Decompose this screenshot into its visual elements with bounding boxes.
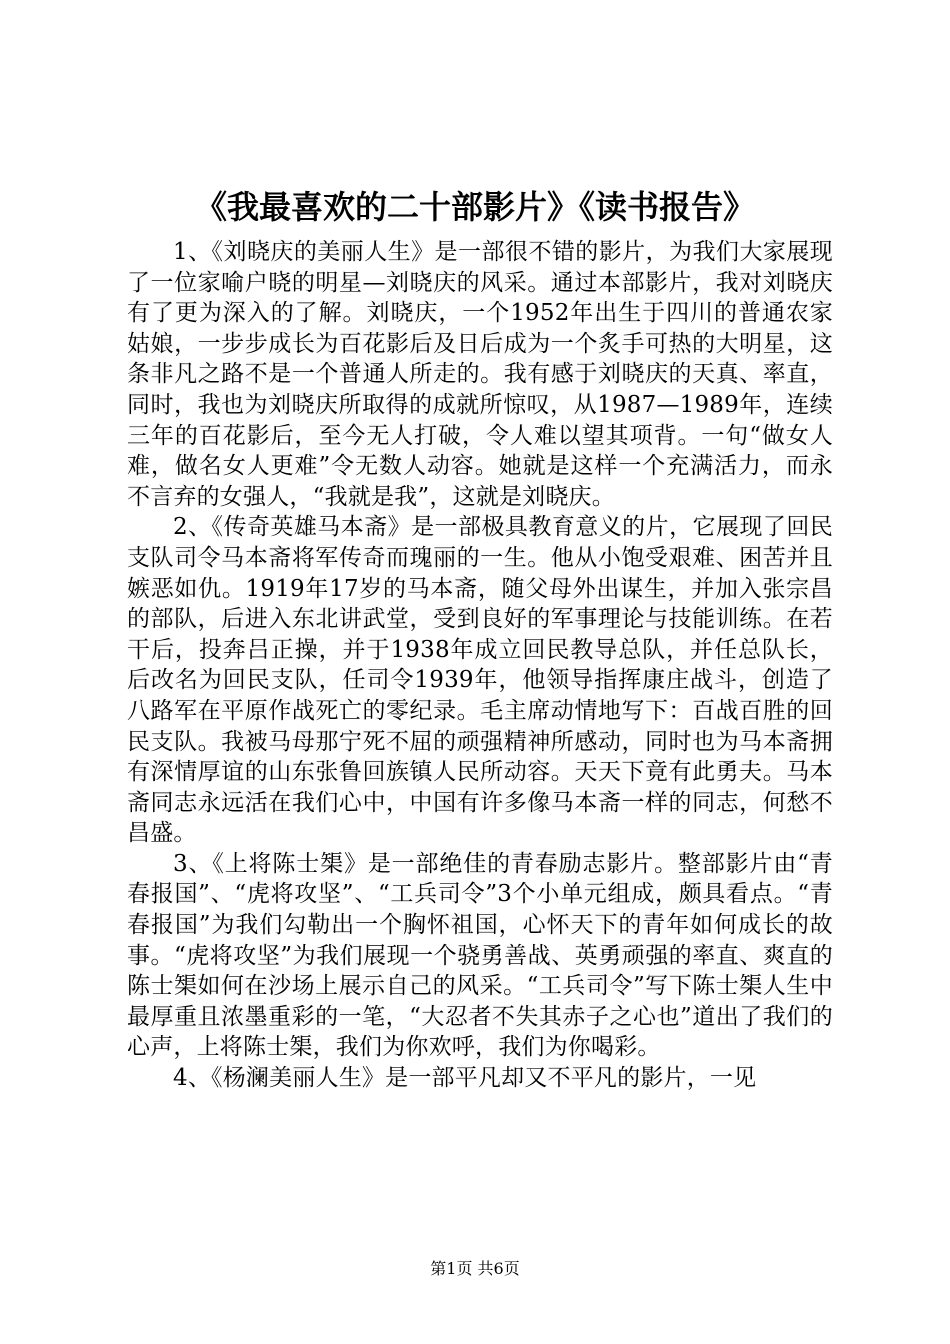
- document-body: [127, 237, 833, 1094]
- paragraph-2: 2、《传奇英雄马本斋》是一部极具教育意义的片，它展现了回民支队司令马本斋将军传奇而瑰丽的一生。他从小饱受艰难、困苦并且嫉恶如仇。1919年17岁的马本斋，随父母外出谋生，并加入张宗昌的部队，后进入东北讲武堂，受到良好的军事理论与技能训练。在若干后，投奔吕正操，并于1938年成立回民教导总队，并任总队长，后改名为回民支队，任司令1939年，他领导指挥康庄战斗，创造了八路军在平原作战死亡的零纪录。毛主席动情地写下：百战百胜的回民支队。我被马母那宁死不屈的顽强精神所感动，同时也为马本斋拥有深情厚谊的山东张鲁回族镇人民所动容。天天下竟有此勇夫。马本斋同志永远活在我们心中，中国有许多像马本斋一样的同志，何愁不昌盛。: [127, 514, 833, 847]
- paragraph-4: 4、《杨澜美丽人生》是一部平凡却又不平凡的影片，一见: [173, 1065, 757, 1092]
- document-title: 《我最喜欢的二十部影片》《读书报告》: [194, 188, 755, 226]
- paragraph-1: 1、《刘晓庆的美丽人生》是一部很不错的影片，为我们大家展现了一位家喻户晓的明星—刘晓庆的风采。通过本部影片，我对刘晓庆有了更为深入的了解。刘晓庆，一个1952年出生于四川的普通农家姑娘，一步步成长为百花影后及日后成为一个炙手可热的大明星，这条非凡之路不是一个普通人所走的。我有感于刘晓庆的天真、率直，同时，我也为刘晓庆所取得的成就所惊叹，从1987—1989年，连续三年的百花影后，至今无人打破，令人难以望其项背。一句“做女人难，做名女人更难”令无数人动容。她就是这样一个充满活力，而永不言弃的女强人，“我就是我”，这就是刘晓庆。: [127, 239, 833, 510]
- paragraph-3: 3、《上将陈士榘》是一部绝佳的青春励志影片。整部影片由“青春报国”、“虎将攻坚”、“工兵司令”3个小单元组成，颇具看点。“青春报国”为我们勾勒出一个胸怀祖国，心怀天下的青年如何成长的故事。“虎将攻坚”为我们展现一个骁勇善战、英勇顽强的率直、爽直的陈士榘如何在沙场上展示自己的风采。“工兵司令”写下陈士榘人生中最厚重且浓墨重彩的一笔，“大忍者不失其赤子之心也”道出了我们的心声，上将陈士榘，我们为你欢呼，我们为你喝彩。: [127, 850, 833, 1061]
- page-number-footer: 第1页 共6页: [430, 1259, 520, 1278]
